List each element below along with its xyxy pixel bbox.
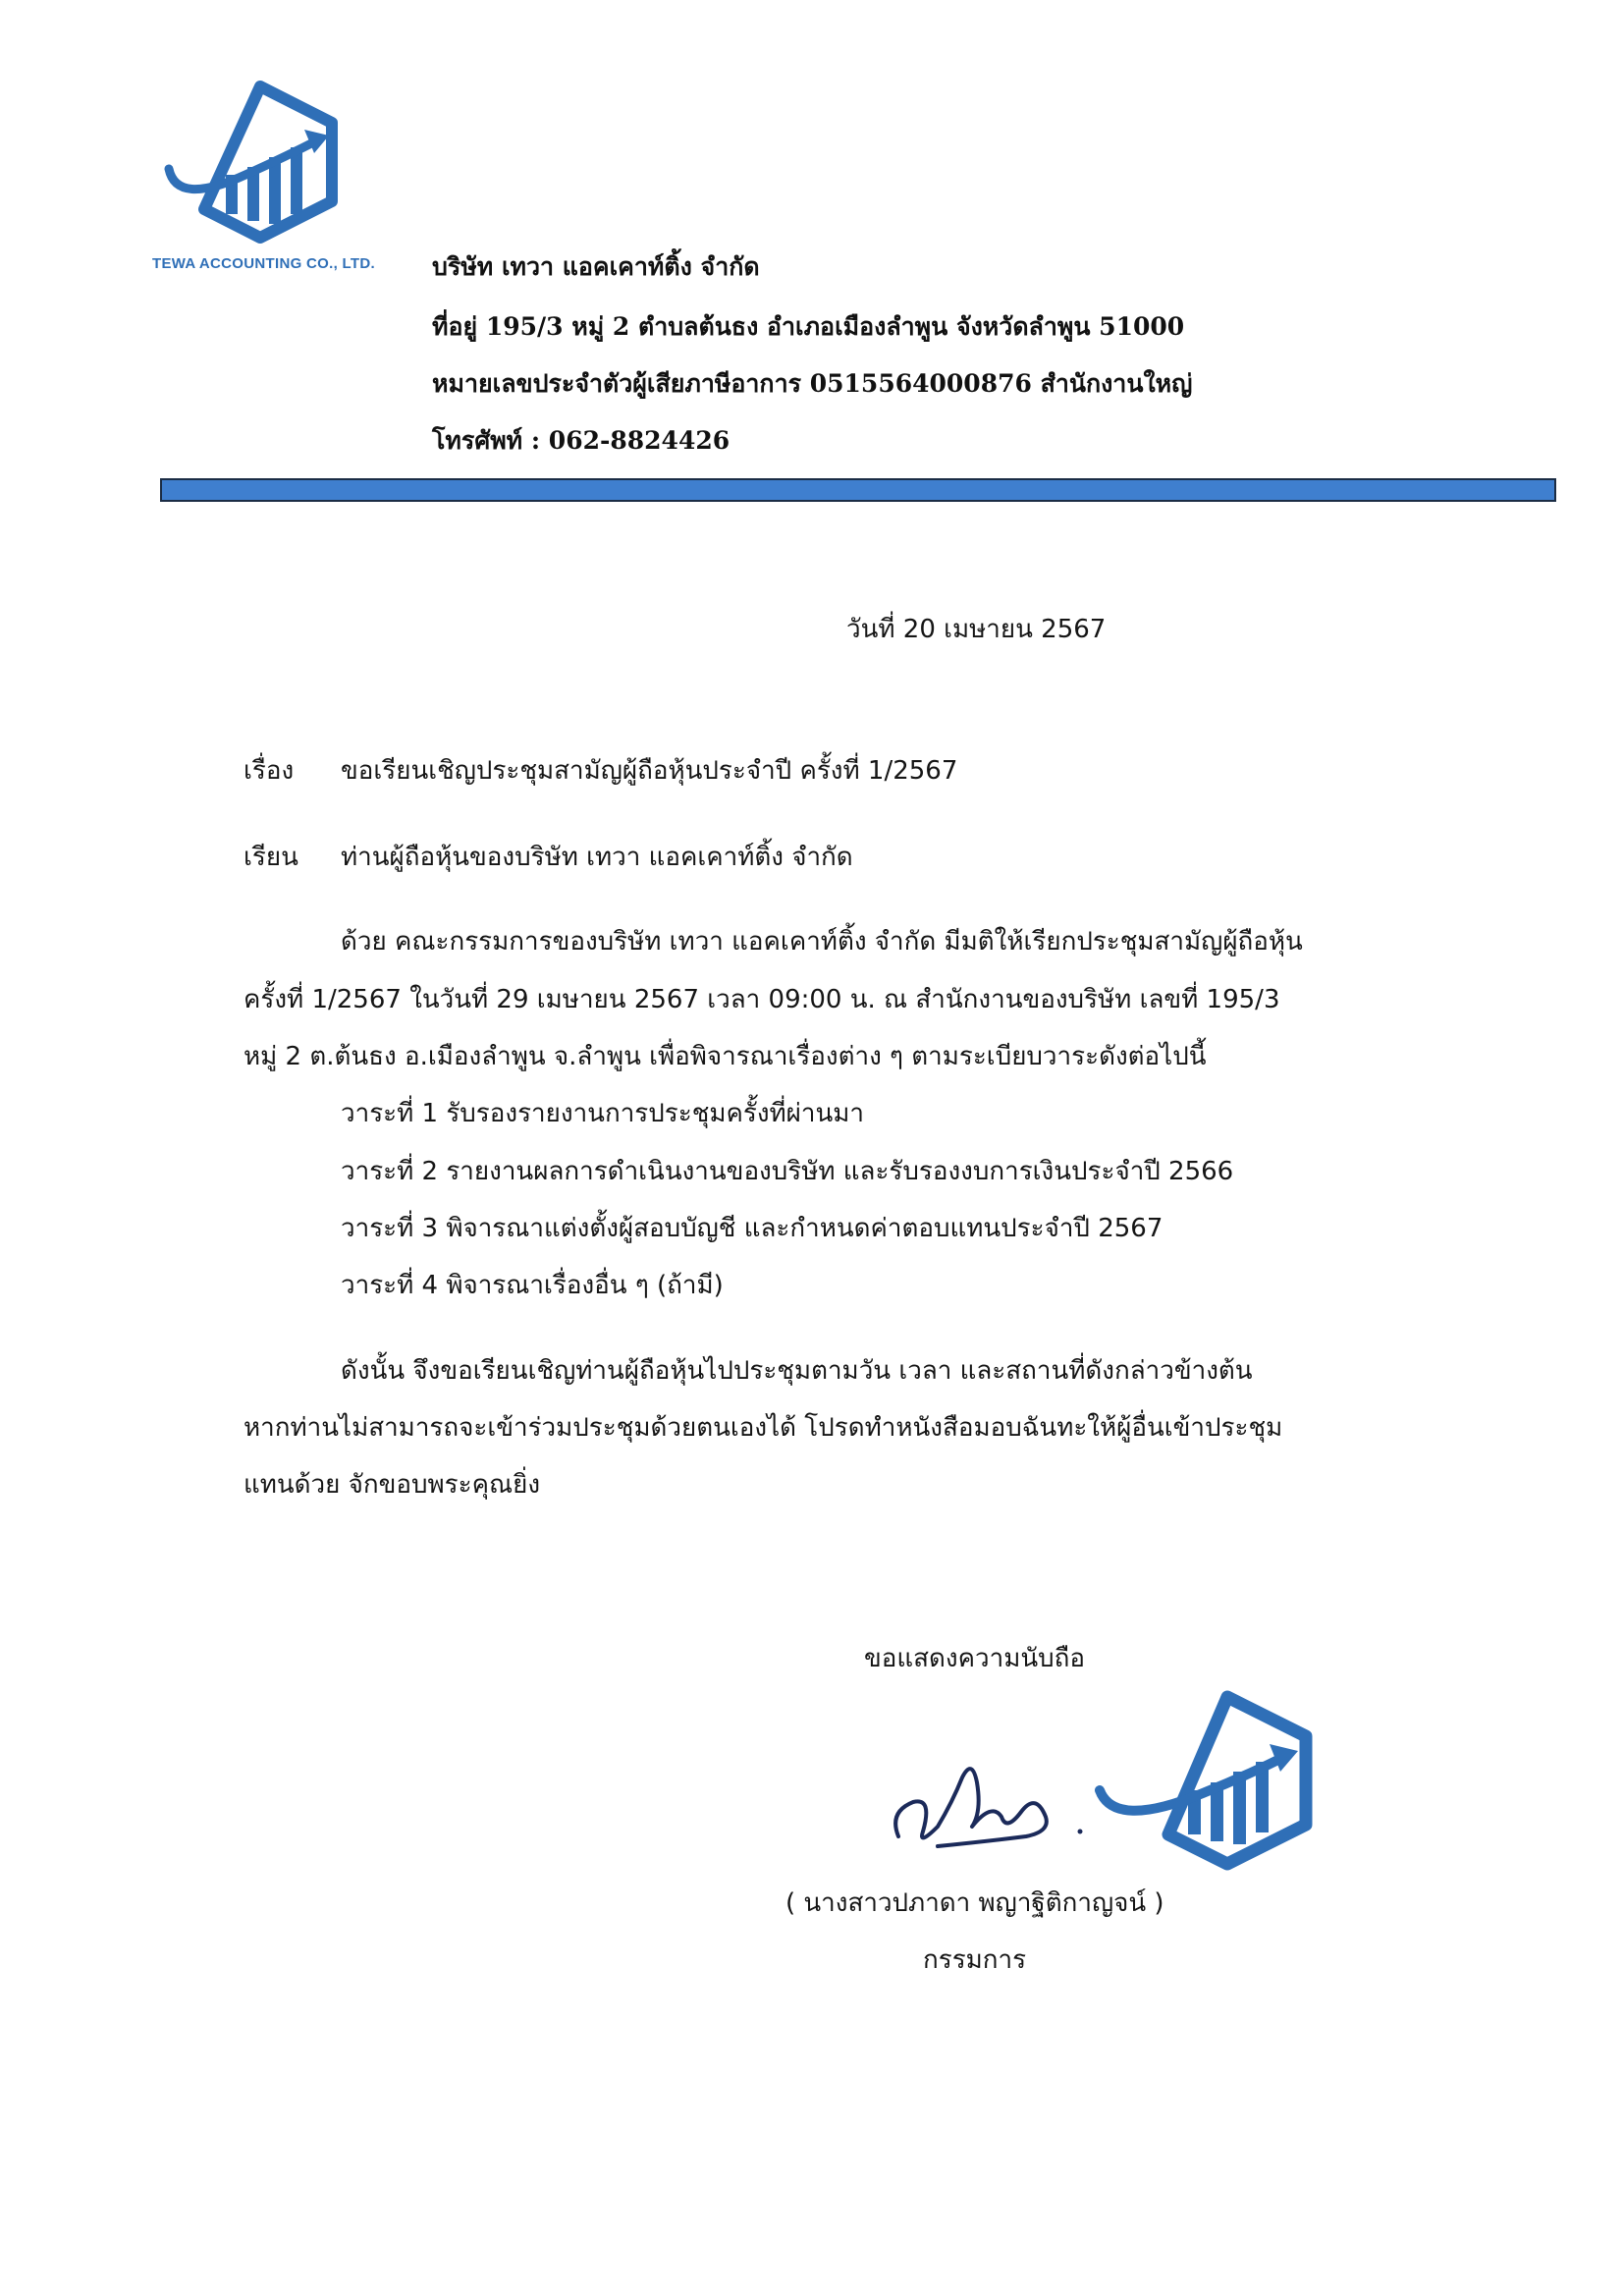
header-divider-bar	[160, 478, 1556, 502]
signature	[879, 1743, 1095, 1861]
recipient-text: ท่านผู้ถือหุ้นของบริษัท เทวา แอคเคาท์ติ้ง จำกัด	[341, 843, 853, 872]
paragraph-2-line-1: ดังนั้น จึงขอเรียนเชิญท่านผู้ถือหุ้นไปประชุมตามวัน เวลา และสถานที่ดังกล่าวข้างต้น	[341, 1356, 1253, 1386]
paragraph-1-line-1: ด้วย คณะกรรมการของบริษัท เทวา แอคเคาท์ติ้ง จำกัด มีมติให้เรียกประชุมสามัญผู้ถือหุ้น	[341, 927, 1303, 957]
paragraph-1-line-3: หมู่ 2 ต.ต้นธง อ.เมืองลำพูน จ.ลำพูน เพื่อพิจารณาเรื่องต่าง ๆ ตามระเบียบวาระดังต่อไปนี้	[243, 1042, 1207, 1071]
paragraph-2-line-3: แทนด้วย จักขอบพระคุณยิ่ง	[243, 1470, 541, 1500]
signer-title: กรรมการ	[923, 1945, 1027, 1975]
company-logo	[157, 79, 363, 246]
signer-name: ( นางสาวปภาดา พญาฐิติกาญจน์ )	[785, 1888, 1164, 1918]
agenda-item-2: วาระที่ 2 รายงานผลการดำเนินงานของบริษัท และรับรองงบการเงินประจำปี 2566	[341, 1157, 1234, 1186]
company-stamp	[1090, 1687, 1335, 1874]
agenda-item-1: วาระที่ 1 รับรองรายงานการประชุมครั้งที่ผ่านมา	[341, 1099, 865, 1128]
company-name: บริษัท เทวา แอคเคาท์ติ้ง จำกัด	[432, 252, 760, 281]
agenda-item-3: วาระที่ 3 พิจารณาแต่งตั้งผู้สอบบัญชี และกำหนดค่าตอบแทนประจำปี 2567	[341, 1214, 1163, 1243]
company-tax-id: หมายเลขประจำตัวผู้เสียภาษีอาการ 0515564000876 สำนักงานใหญ่	[432, 369, 1193, 398]
company-address: ที่อยู่ 195/3 หมู่ 2 ตำบลต้นธง อำเภอเมืองลำพูน จังหวัดลำพูน 51000	[432, 312, 1185, 341]
logo-wordmark: TEWA ACCOUNTING CO., LTD.	[152, 255, 375, 272]
letter-date: วันที่ 20 เมษายน 2567	[846, 615, 1107, 644]
closing-text: ขอแสดงความนับถือ	[864, 1644, 1085, 1673]
paragraph-1-line-2: ครั้งที่ 1/2567 ในวันที่ 29 เมษายน 2567 เวลา 09:00 น. ณ สำนักงานของบริษัท เลขที่ 195/3	[243, 985, 1280, 1014]
paragraph-2-line-2: หากท่านไม่สามารถจะเข้าร่วมประชุมด้วยตนเองได้ โปรดทำหนังสือมอบฉันทะให้ผู้อื่นเข้าประชุม	[243, 1413, 1283, 1443]
recipient-label: เรียน	[243, 843, 298, 872]
subject-label: เรื่อง	[243, 756, 295, 786]
company-phone: โทรศัพท์ : 062-8824426	[432, 426, 730, 455]
subject-text: ขอเรียนเชิญประชุมสามัญผู้ถือหุ้นประจำปี ครั้งที่ 1/2567	[341, 756, 958, 786]
agenda-item-4: วาระที่ 4 พิจารณาเรื่องอื่น ๆ (ถ้ามี)	[341, 1271, 724, 1300]
